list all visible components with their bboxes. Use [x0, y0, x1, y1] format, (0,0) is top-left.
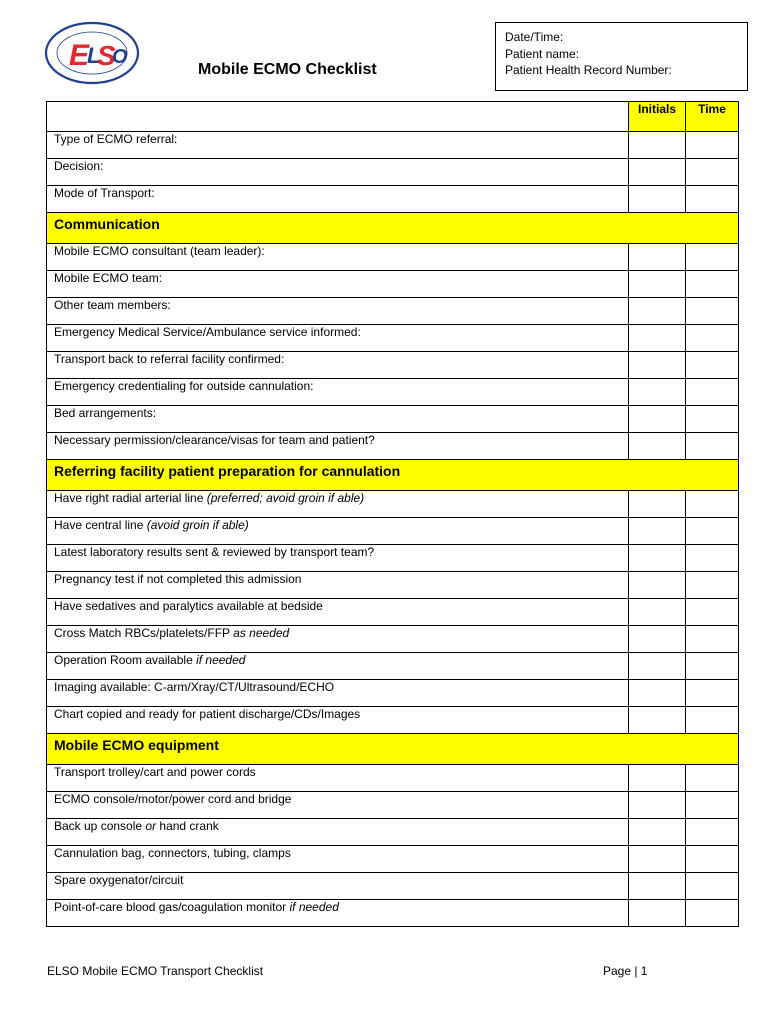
item-text: Transport trolley/cart and power cords	[54, 765, 256, 779]
time-entry-cell[interactable]	[686, 244, 739, 271]
item-text: Other team members:	[54, 298, 171, 312]
time-entry-cell[interactable]	[686, 379, 739, 406]
time-entry-cell[interactable]	[686, 846, 739, 873]
item-text: Have sedatives and paralytics available at bedside	[54, 599, 323, 613]
section-header-row	[47, 734, 739, 765]
checklist-row	[47, 433, 739, 460]
item-italic-text: or	[145, 819, 157, 833]
svg-text:S: S	[97, 40, 116, 71]
time-entry-cell[interactable]	[686, 518, 739, 545]
svg-text:L: L	[87, 43, 101, 68]
section-title: Communication	[47, 213, 739, 244]
checklist-item-label	[47, 271, 629, 298]
section-header-row	[47, 460, 739, 491]
time-entry-cell[interactable]	[686, 132, 739, 159]
checklist-item-label	[47, 680, 629, 707]
elso-logo-graphic	[44, 21, 140, 85]
initials-entry-cell[interactable]	[629, 653, 686, 680]
checklist-row	[47, 518, 739, 545]
checklist-item-label	[47, 765, 629, 792]
checklist-item-label	[47, 325, 629, 352]
checklist-row	[47, 244, 739, 271]
checklist-row	[47, 873, 739, 900]
item-text: Have right radial arterial line	[54, 491, 207, 505]
item-italic-text: (avoid groin if able)	[146, 518, 249, 532]
initials-entry-cell[interactable]	[629, 518, 686, 545]
item-italic-text: if needed	[289, 900, 339, 914]
checklist-row	[47, 626, 739, 653]
time-entry-cell[interactable]	[686, 406, 739, 433]
patient-name-label: Patient name:	[505, 46, 580, 61]
checklist-row	[47, 707, 739, 734]
item-italic-text: (preferred; avoid groin if able)	[206, 491, 365, 505]
section-title: Referring facility patient preparation for cannulation	[47, 460, 739, 491]
checklist-row	[47, 900, 739, 927]
checklist-item-label	[47, 298, 629, 325]
checklist-row	[47, 572, 739, 599]
time-entry-cell[interactable]	[686, 159, 739, 186]
item-text: Emergency credentialing for outside cannulation:	[54, 379, 314, 393]
time-entry-cell[interactable]	[686, 325, 739, 352]
checklist-item-label	[47, 159, 629, 186]
item-text: Have central line	[54, 518, 147, 532]
time-entry-cell[interactable]	[686, 599, 739, 626]
initials-entry-cell[interactable]	[629, 433, 686, 460]
time-entry-cell[interactable]	[686, 792, 739, 819]
document-title: Mobile ECMO Checklist	[198, 61, 377, 78]
time-entry-cell[interactable]	[686, 271, 739, 298]
time-entry-cell[interactable]	[686, 352, 739, 379]
checklist-row	[47, 379, 739, 406]
initials-entry-cell[interactable]	[629, 819, 686, 846]
item-text: Operation Room available	[54, 653, 197, 667]
checklist-item-label	[47, 653, 629, 680]
initials-entry-cell[interactable]	[629, 765, 686, 792]
initials-entry-cell[interactable]	[629, 271, 686, 298]
item-text: Mode of Transport:	[54, 186, 155, 200]
item-text: Pregnancy test if not completed this admission	[54, 572, 302, 586]
time-entry-cell[interactable]	[686, 707, 739, 734]
item-text: Mobile ECMO consultant (team leader):	[54, 244, 265, 258]
checklist-row	[47, 765, 739, 792]
item-text: Transport back to referral facility confirmed:	[54, 352, 285, 366]
item-text: Spare oxygenator/circuit	[54, 873, 184, 887]
item-text: Bed arrangements:	[54, 406, 157, 420]
time-entry-cell[interactable]	[686, 572, 739, 599]
checklist-row	[47, 846, 739, 873]
item-text: Point-of-care blood gas/coagulation monitor	[54, 900, 290, 914]
checklist-item-label	[47, 518, 629, 545]
initials-entry-cell[interactable]	[629, 846, 686, 873]
time-entry-cell[interactable]	[686, 186, 739, 213]
checklist-row	[47, 406, 739, 433]
item-text: Mobile ECMO team:	[54, 271, 163, 285]
checklist-item-label	[47, 433, 629, 460]
item-text: Decision:	[54, 159, 104, 173]
item-text: ECMO console/motor/power cord and bridge	[54, 792, 292, 806]
item-text: Type of ECMO referral:	[54, 132, 178, 146]
checklist-item-label	[47, 846, 629, 873]
checklist-row	[47, 132, 739, 159]
item-text: Latest laboratory results sent & reviewed by transport team?	[54, 545, 375, 559]
checklist-item-label	[47, 599, 629, 626]
checklist-item-label	[47, 626, 629, 653]
checklist-row	[47, 680, 739, 707]
initials-entry-cell[interactable]	[629, 352, 686, 379]
item-text: Emergency Medical Service/Ambulance service informed:	[54, 325, 361, 339]
initials-entry-cell[interactable]	[629, 186, 686, 213]
initials-entry-cell[interactable]	[629, 599, 686, 626]
record-number-label: Patient Health Record Number:	[505, 63, 672, 77]
patient-info-box	[495, 22, 748, 91]
checklist-row	[47, 352, 739, 379]
checklist-item-label	[47, 873, 629, 900]
initials-entry-cell[interactable]	[629, 626, 686, 653]
checklist-row	[47, 792, 739, 819]
checklist-table	[46, 101, 739, 927]
initials-entry-cell[interactable]	[629, 244, 686, 271]
item-italic-text: if needed	[196, 653, 246, 667]
time-entry-cell[interactable]	[686, 765, 739, 792]
checklist-row	[47, 298, 739, 325]
checklist-row	[47, 819, 739, 846]
checklist-item-label	[47, 352, 629, 379]
item-text: Necessary permission/clearance/visas for team and patient?	[54, 433, 375, 447]
initials-entry-cell[interactable]	[629, 707, 686, 734]
section-title: Mobile ECMO equipment	[47, 734, 739, 765]
initials-entry-cell[interactable]	[629, 545, 686, 572]
checklist-row	[47, 545, 739, 572]
svg-text:E: E	[69, 39, 90, 72]
checklist-item-label	[47, 900, 629, 927]
checklist-row	[47, 325, 739, 352]
item-text: Cross Match RBCs/platelets/FFP	[54, 626, 234, 640]
checklist-item-label	[47, 792, 629, 819]
checklist-item-label	[47, 186, 629, 213]
initials-entry-cell[interactable]	[629, 379, 686, 406]
item-italic-text: as needed	[233, 626, 290, 640]
checklist-row	[47, 599, 739, 626]
initials-entry-cell[interactable]	[629, 491, 686, 518]
time-entry-cell[interactable]	[686, 433, 739, 460]
header-blank-cell	[47, 102, 629, 132]
initials-entry-cell[interactable]	[629, 325, 686, 352]
item-text-after: hand crank	[156, 819, 219, 833]
time-entry-cell[interactable]	[686, 545, 739, 572]
checklist-row	[47, 271, 739, 298]
item-text: Imaging available: C-arm/Xray/CT/Ultrasound/ECHO	[54, 680, 335, 694]
checklist-item-label	[47, 491, 629, 518]
checklist-item-label	[47, 545, 629, 572]
time-entry-cell[interactable]	[686, 819, 739, 846]
initials-entry-cell[interactable]	[629, 900, 686, 927]
checklist-item-label	[47, 707, 629, 734]
initials-entry-cell[interactable]	[629, 298, 686, 325]
time-entry-cell[interactable]	[686, 900, 739, 927]
initials-column-header: Initials	[629, 102, 686, 132]
section-header-row	[47, 213, 739, 244]
time-entry-cell[interactable]	[686, 653, 739, 680]
initials-entry-cell[interactable]	[629, 132, 686, 159]
checklist-item-label	[47, 406, 629, 433]
checklist-row	[47, 653, 739, 680]
time-entry-cell[interactable]	[686, 298, 739, 325]
checklist-row	[47, 159, 739, 186]
initials-entry-cell[interactable]	[629, 159, 686, 186]
svg-text:O: O	[112, 46, 128, 68]
time-column-header: Time	[686, 102, 739, 132]
checklist-item-label	[47, 244, 629, 271]
time-entry-cell[interactable]	[686, 626, 739, 653]
initials-entry-cell[interactable]	[629, 792, 686, 819]
initials-entry-cell[interactable]	[629, 873, 686, 900]
checklist-item-label	[47, 572, 629, 599]
item-text: Back up console	[54, 819, 146, 833]
checklist-item-label	[47, 132, 629, 159]
page-number: Page | 1	[603, 964, 648, 978]
table-header-row	[47, 102, 739, 132]
checklist-row	[47, 186, 739, 213]
initials-entry-cell[interactable]	[629, 680, 686, 707]
date-time-label: Date/Time:	[505, 30, 564, 44]
footer-title: ELSO Mobile ECMO Transport Checklist	[47, 964, 264, 978]
checklist-item-label	[47, 379, 629, 406]
time-entry-cell[interactable]	[686, 491, 739, 518]
time-entry-cell[interactable]	[686, 873, 739, 900]
checklist-item-label	[47, 819, 629, 846]
checklist-row	[47, 491, 739, 518]
item-text: Cannulation bag, connectors, tubing, clamps	[54, 846, 291, 860]
time-entry-cell[interactable]	[686, 680, 739, 707]
initials-entry-cell[interactable]	[629, 572, 686, 599]
item-text: Chart copied and ready for patient discharge/CDs/Images	[54, 707, 361, 721]
initials-entry-cell[interactable]	[629, 406, 686, 433]
elso-logo	[44, 21, 140, 85]
